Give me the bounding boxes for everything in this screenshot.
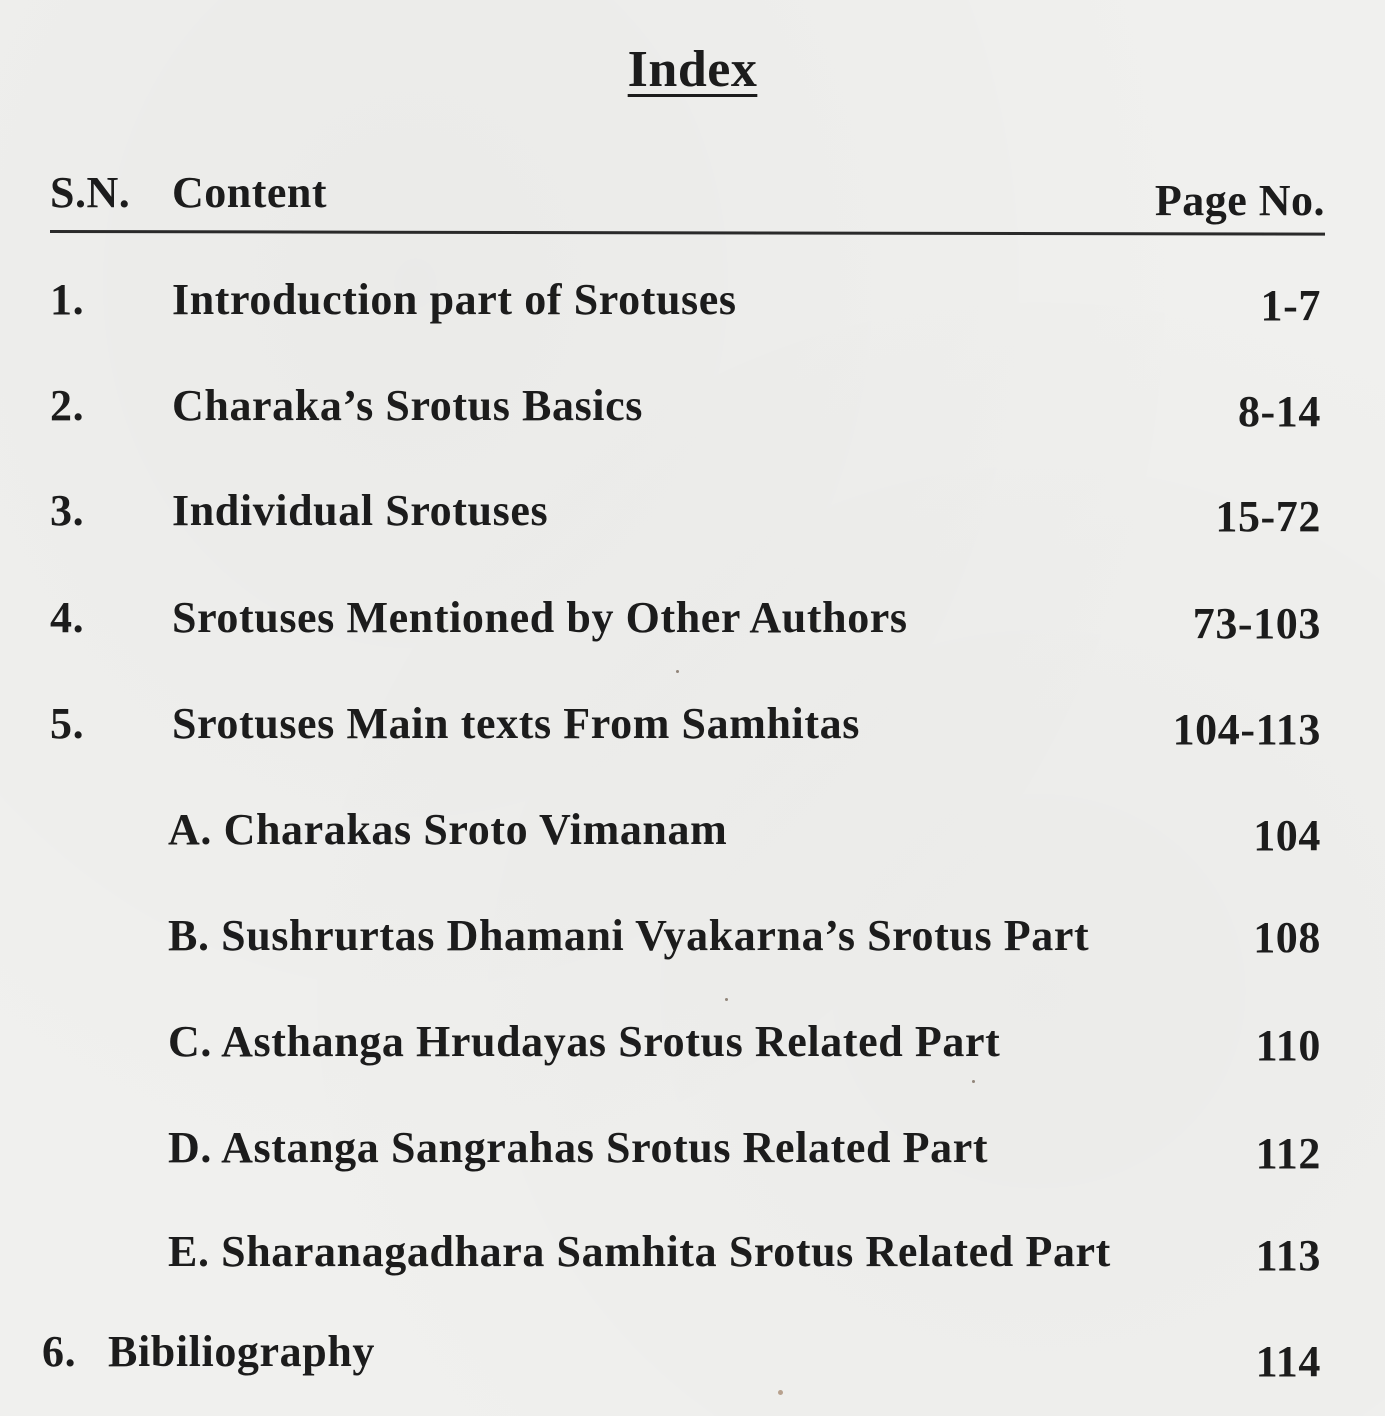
entry-number: 1. bbox=[50, 275, 85, 324]
entry-page-range: 8-14 bbox=[1237, 387, 1321, 436]
header-content: Content bbox=[172, 168, 328, 217]
index-row-3 bbox=[0, 483, 1385, 539]
index-subrow-c bbox=[0, 1014, 1385, 1070]
subentry-title: E. Sharanagadhara Samhita Srotus Related Part bbox=[168, 1227, 1111, 1276]
entry-title: Individual Srotuses bbox=[172, 486, 549, 535]
entry-page-range: 114 bbox=[1255, 1337, 1321, 1386]
header-page-no: Page No. bbox=[1154, 176, 1325, 225]
entry-title: Srotuses Main texts From Samhitas bbox=[172, 699, 860, 748]
entry-title: Bibiliography bbox=[108, 1327, 375, 1376]
subentry-page: 113 bbox=[1255, 1231, 1321, 1280]
entry-number: 4. bbox=[50, 593, 85, 642]
subentry-title: D. Astanga Sangrahas Srotus Related Part bbox=[168, 1123, 989, 1172]
entry-title: Srotuses Mentioned by Other Authors bbox=[172, 593, 908, 642]
subentry-page: 104 bbox=[1253, 811, 1321, 860]
index-subrow-e bbox=[0, 1224, 1385, 1280]
page-title: Index bbox=[627, 41, 758, 98]
subentry-page: 108 bbox=[1253, 913, 1321, 962]
scan-speck bbox=[676, 670, 679, 673]
entry-page-range: 15-72 bbox=[1215, 492, 1321, 541]
header-divider bbox=[50, 230, 1325, 236]
index-row-4 bbox=[0, 590, 1385, 646]
entry-number: 3. bbox=[50, 486, 85, 535]
subentry-title: A. Charakas Sroto Vimanam bbox=[168, 805, 728, 854]
scan-speck bbox=[778, 1390, 783, 1395]
index-subrow-b bbox=[0, 908, 1385, 964]
index-row-2 bbox=[0, 378, 1385, 434]
entry-title: Charaka’s Srotus Basics bbox=[172, 381, 643, 430]
subentry-page: 110 bbox=[1255, 1021, 1321, 1070]
entry-number: 6. bbox=[42, 1327, 77, 1376]
index-row-5 bbox=[0, 696, 1385, 752]
index-subrow-d bbox=[0, 1120, 1385, 1176]
index-row-1 bbox=[0, 272, 1385, 328]
entry-title: Introduction part of Srotuses bbox=[172, 275, 737, 324]
entry-page-range: 104-113 bbox=[1172, 705, 1321, 754]
subentry-title: C. Asthanga Hrudayas Srotus Related Part bbox=[168, 1017, 1001, 1066]
index-subrow-a bbox=[0, 802, 1385, 858]
subentry-title: B. Sushrurtas Dhamani Vyakarna’s Srotus Part bbox=[168, 911, 1090, 960]
entry-page-range: 1-7 bbox=[1260, 281, 1321, 330]
scan-speck bbox=[972, 1080, 975, 1083]
entry-number: 5. bbox=[50, 699, 85, 748]
entry-page-range: 73-103 bbox=[1192, 599, 1321, 648]
header-sn: S.N. bbox=[50, 168, 131, 217]
subentry-page: 112 bbox=[1255, 1129, 1321, 1178]
entry-number: 2. bbox=[50, 381, 85, 430]
index-row-6 bbox=[0, 1324, 1385, 1386]
scan-speck bbox=[725, 998, 728, 1001]
